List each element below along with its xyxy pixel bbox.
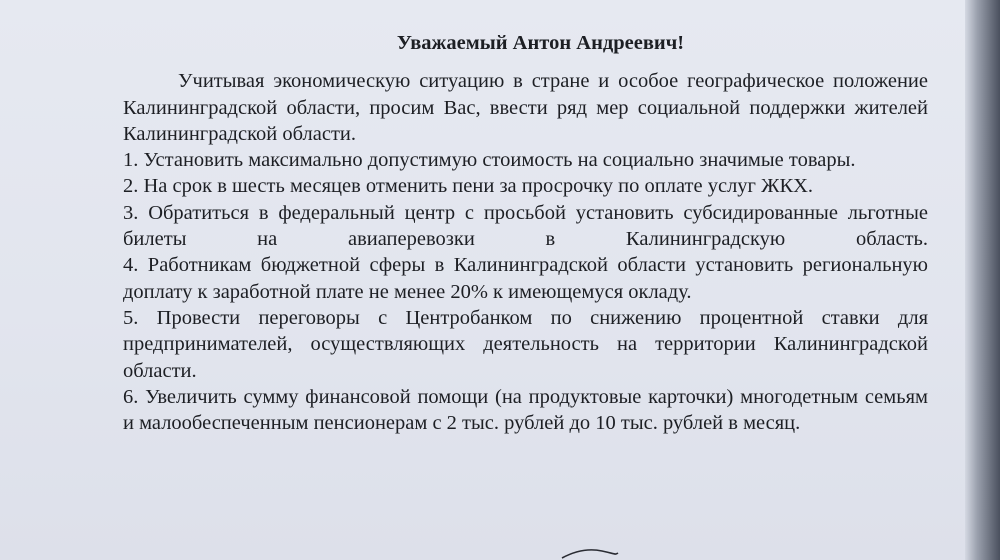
page-edge xyxy=(965,0,1000,560)
list-item-3: 3. Обратиться в федеральный центр с просьбой установить субсидированные льготные билеты на авиаперевозки в Калининградскую область. xyxy=(123,201,928,251)
list-item-2: 2. На срок в шесть месяцев отменить пени за просрочку по оплате услуг ЖКХ. xyxy=(123,175,814,198)
list-item-4: 4. Работникам бюджетной сферы в Калининградской области установить региональную доплату к заработной плате не менее 20% к имеющемуся окладу. xyxy=(123,254,928,303)
list-item-6: 6. Увеличить сумму финансовой помощи (на продуктовые карточки) многодетным семьям и малообеспеченным пенсионерам с 2 тыс. рублей до 10 тыс. рублей в месяц. xyxy=(123,385,928,435)
intro-paragraph: Учитывая экономическую ситуацию в стране и особое географическое положение Калининградской области, просим Вас, ввести ряд мер социальной поддержки жителей Калининградской области. xyxy=(123,70,928,145)
letter-body xyxy=(123,30,928,436)
signature-stroke xyxy=(560,545,620,559)
salutation: Уважаемый Антон Андреевич! xyxy=(396,32,685,54)
list-item-5: 5. Провести переговоры с Центробанком по снижению процентной ставки для предпринимателей, осуществляющих деятельность на территории Калининградской области. xyxy=(123,306,928,382)
list-item-1: 1. Установить максимально допустимую стоимость на социально значимые товары. xyxy=(123,149,856,172)
